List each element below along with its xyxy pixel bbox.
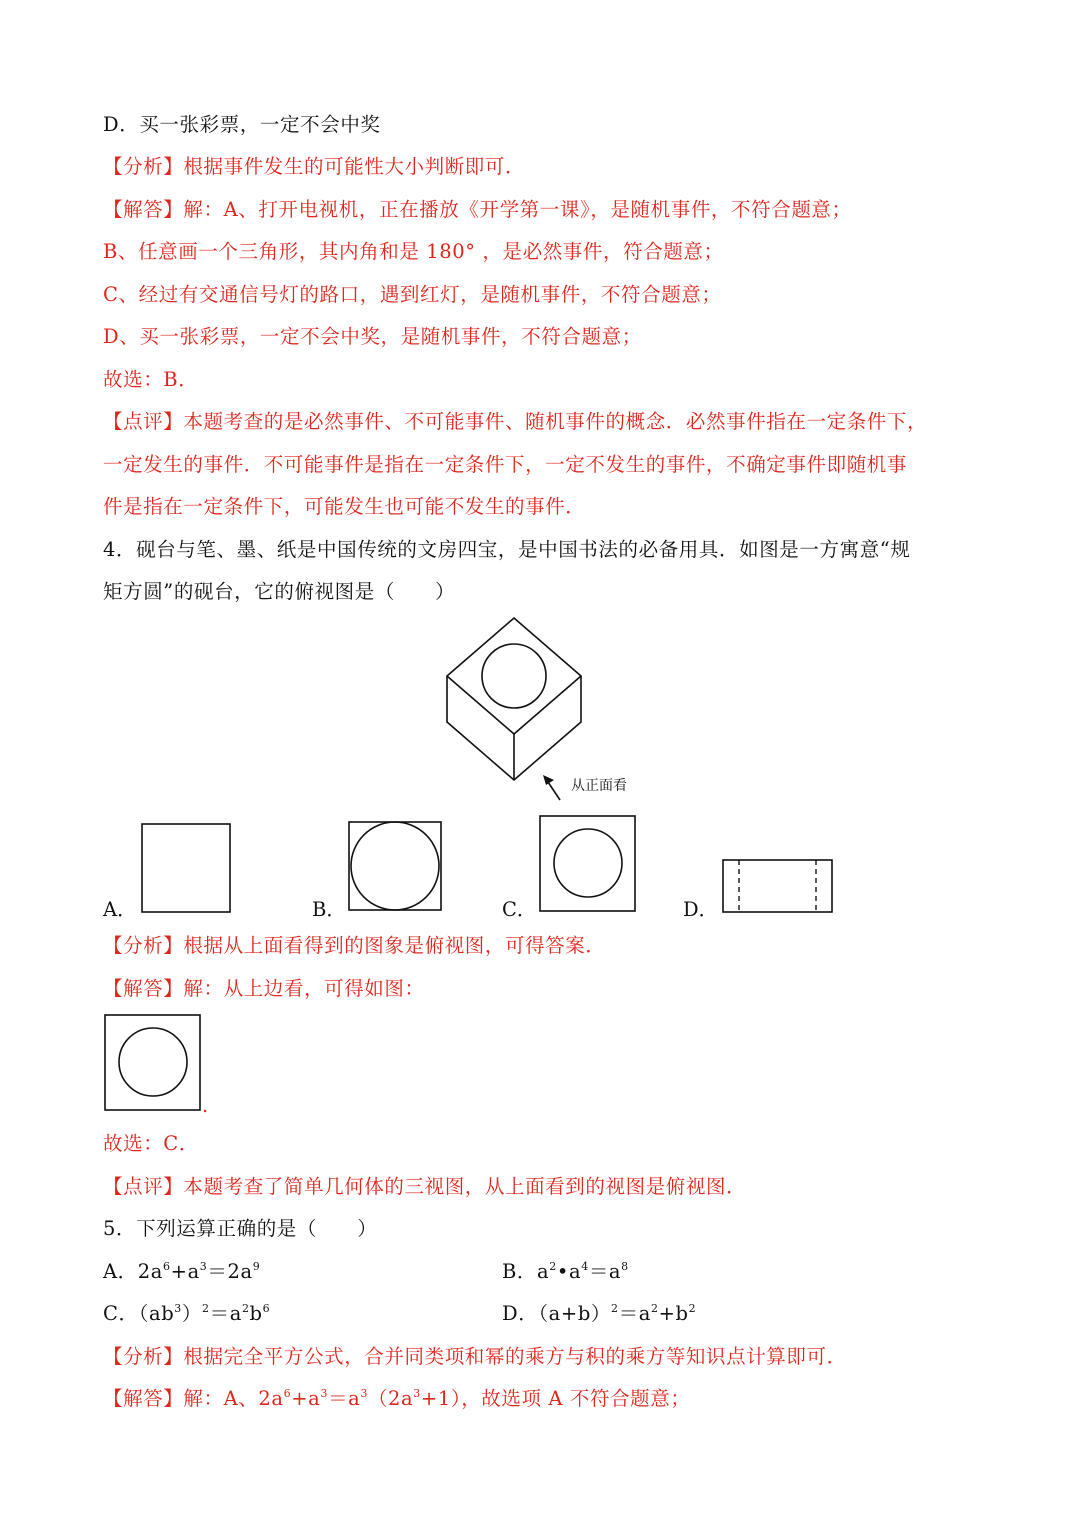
q3-answer-c: C、经过有交通信号灯的路口，遇到红灯，是随机事件，不符合题意； [103, 283, 722, 306]
q5-stem: 5．下列运算正确的是（ ） [103, 1217, 378, 1240]
q4-stem-line-1: 4．砚台与笔、墨、纸是中国传统的文房四宝，是中国书法的必备用具．如图是一方寓意“规 [103, 538, 911, 561]
q5-analysis: 【分析】根据完全平方公式，合并同类项和幂的乘方与积的乘方等知识点计算即可． [103, 1345, 847, 1368]
q4-option-b-figure [347, 820, 445, 914]
q5-option-c: C．$(ab^3)^2=a^2b^6$ [103, 1302, 271, 1325]
q5-option-a: A．$2a^6+a^3=2a^9$ [103, 1260, 261, 1283]
inkstone-figure [440, 612, 640, 792]
q3-answer-b: B、任意画一个三角形，其内角和是 180° ，是必然事件，符合题意； [103, 240, 724, 263]
view-direction-label: 从正面看 [571, 778, 627, 794]
inkstone-top-face [447, 618, 581, 734]
q3-comment-line-2: 一定发生的事件．不可能事件是指在一定条件下，一定不发生的事件，不确定事件即随机事 [103, 453, 908, 476]
q3-analysis: 【分析】根据事件发生的可能性大小判断即可． [103, 155, 526, 178]
q4-option-d-label: D． [683, 898, 719, 921]
q4-option-c-label: C． [502, 898, 537, 921]
q4-option-b-label: B． [312, 898, 346, 921]
q5-option-d: D．$(a+b)^2=a^2+b^2$ [502, 1302, 697, 1325]
q5-answer: 【解答】解：A、$2a^6+a^3=a^3(2a^3+1)$，故选项 A 不符合题意； [103, 1387, 691, 1410]
q4-answer-figure [103, 1013, 203, 1113]
q3-option-d: D．买一张彩票，一定不会中奖 [103, 113, 381, 136]
q3-comment-line-3: 件是指在一定条件下，可能发生也可能不发生的事件． [103, 495, 586, 518]
q3-choice: 故选：B． [103, 368, 199, 391]
q3-comment-line-1: 【点评】本题考查的是必然事件、不可能事件、随机事件的概念．必然事件指在一定条件下， [103, 410, 928, 433]
q4-option-c-figure [538, 814, 638, 914]
q4-option-a-label: A． [103, 898, 137, 921]
q4-option-d-figure [721, 858, 835, 916]
q5-option-b: B．$a^2•a^4=a^8$ [502, 1260, 629, 1283]
q4-analysis: 【分析】根据从上面看得到的图象是俯视图，可得答案． [103, 934, 606, 957]
inkstone-well [482, 644, 546, 708]
q4-answer-figure-period: . [202, 1094, 209, 1117]
q3-answer-a: 【解答】解：A、打开电视机，正在播放《开学第一课》，是随机事件，不符合题意； [103, 198, 852, 221]
q4-answer: 【解答】解：从上边看，可得如图： [103, 977, 425, 1000]
q4-stem-line-2: 矩方圆”的砚台，它的俯视图是（ ） [103, 580, 456, 603]
q3-answer-d: D、买一张彩票，一定不会中奖，是随机事件，不符合题意； [103, 325, 642, 348]
q4-choice: 故选：C． [103, 1132, 199, 1155]
q4-comment: 【点评】本题考查了简单几何体的三视图，从上面看到的视图是俯视图． [103, 1175, 747, 1198]
q4-option-a-figure [140, 822, 234, 916]
